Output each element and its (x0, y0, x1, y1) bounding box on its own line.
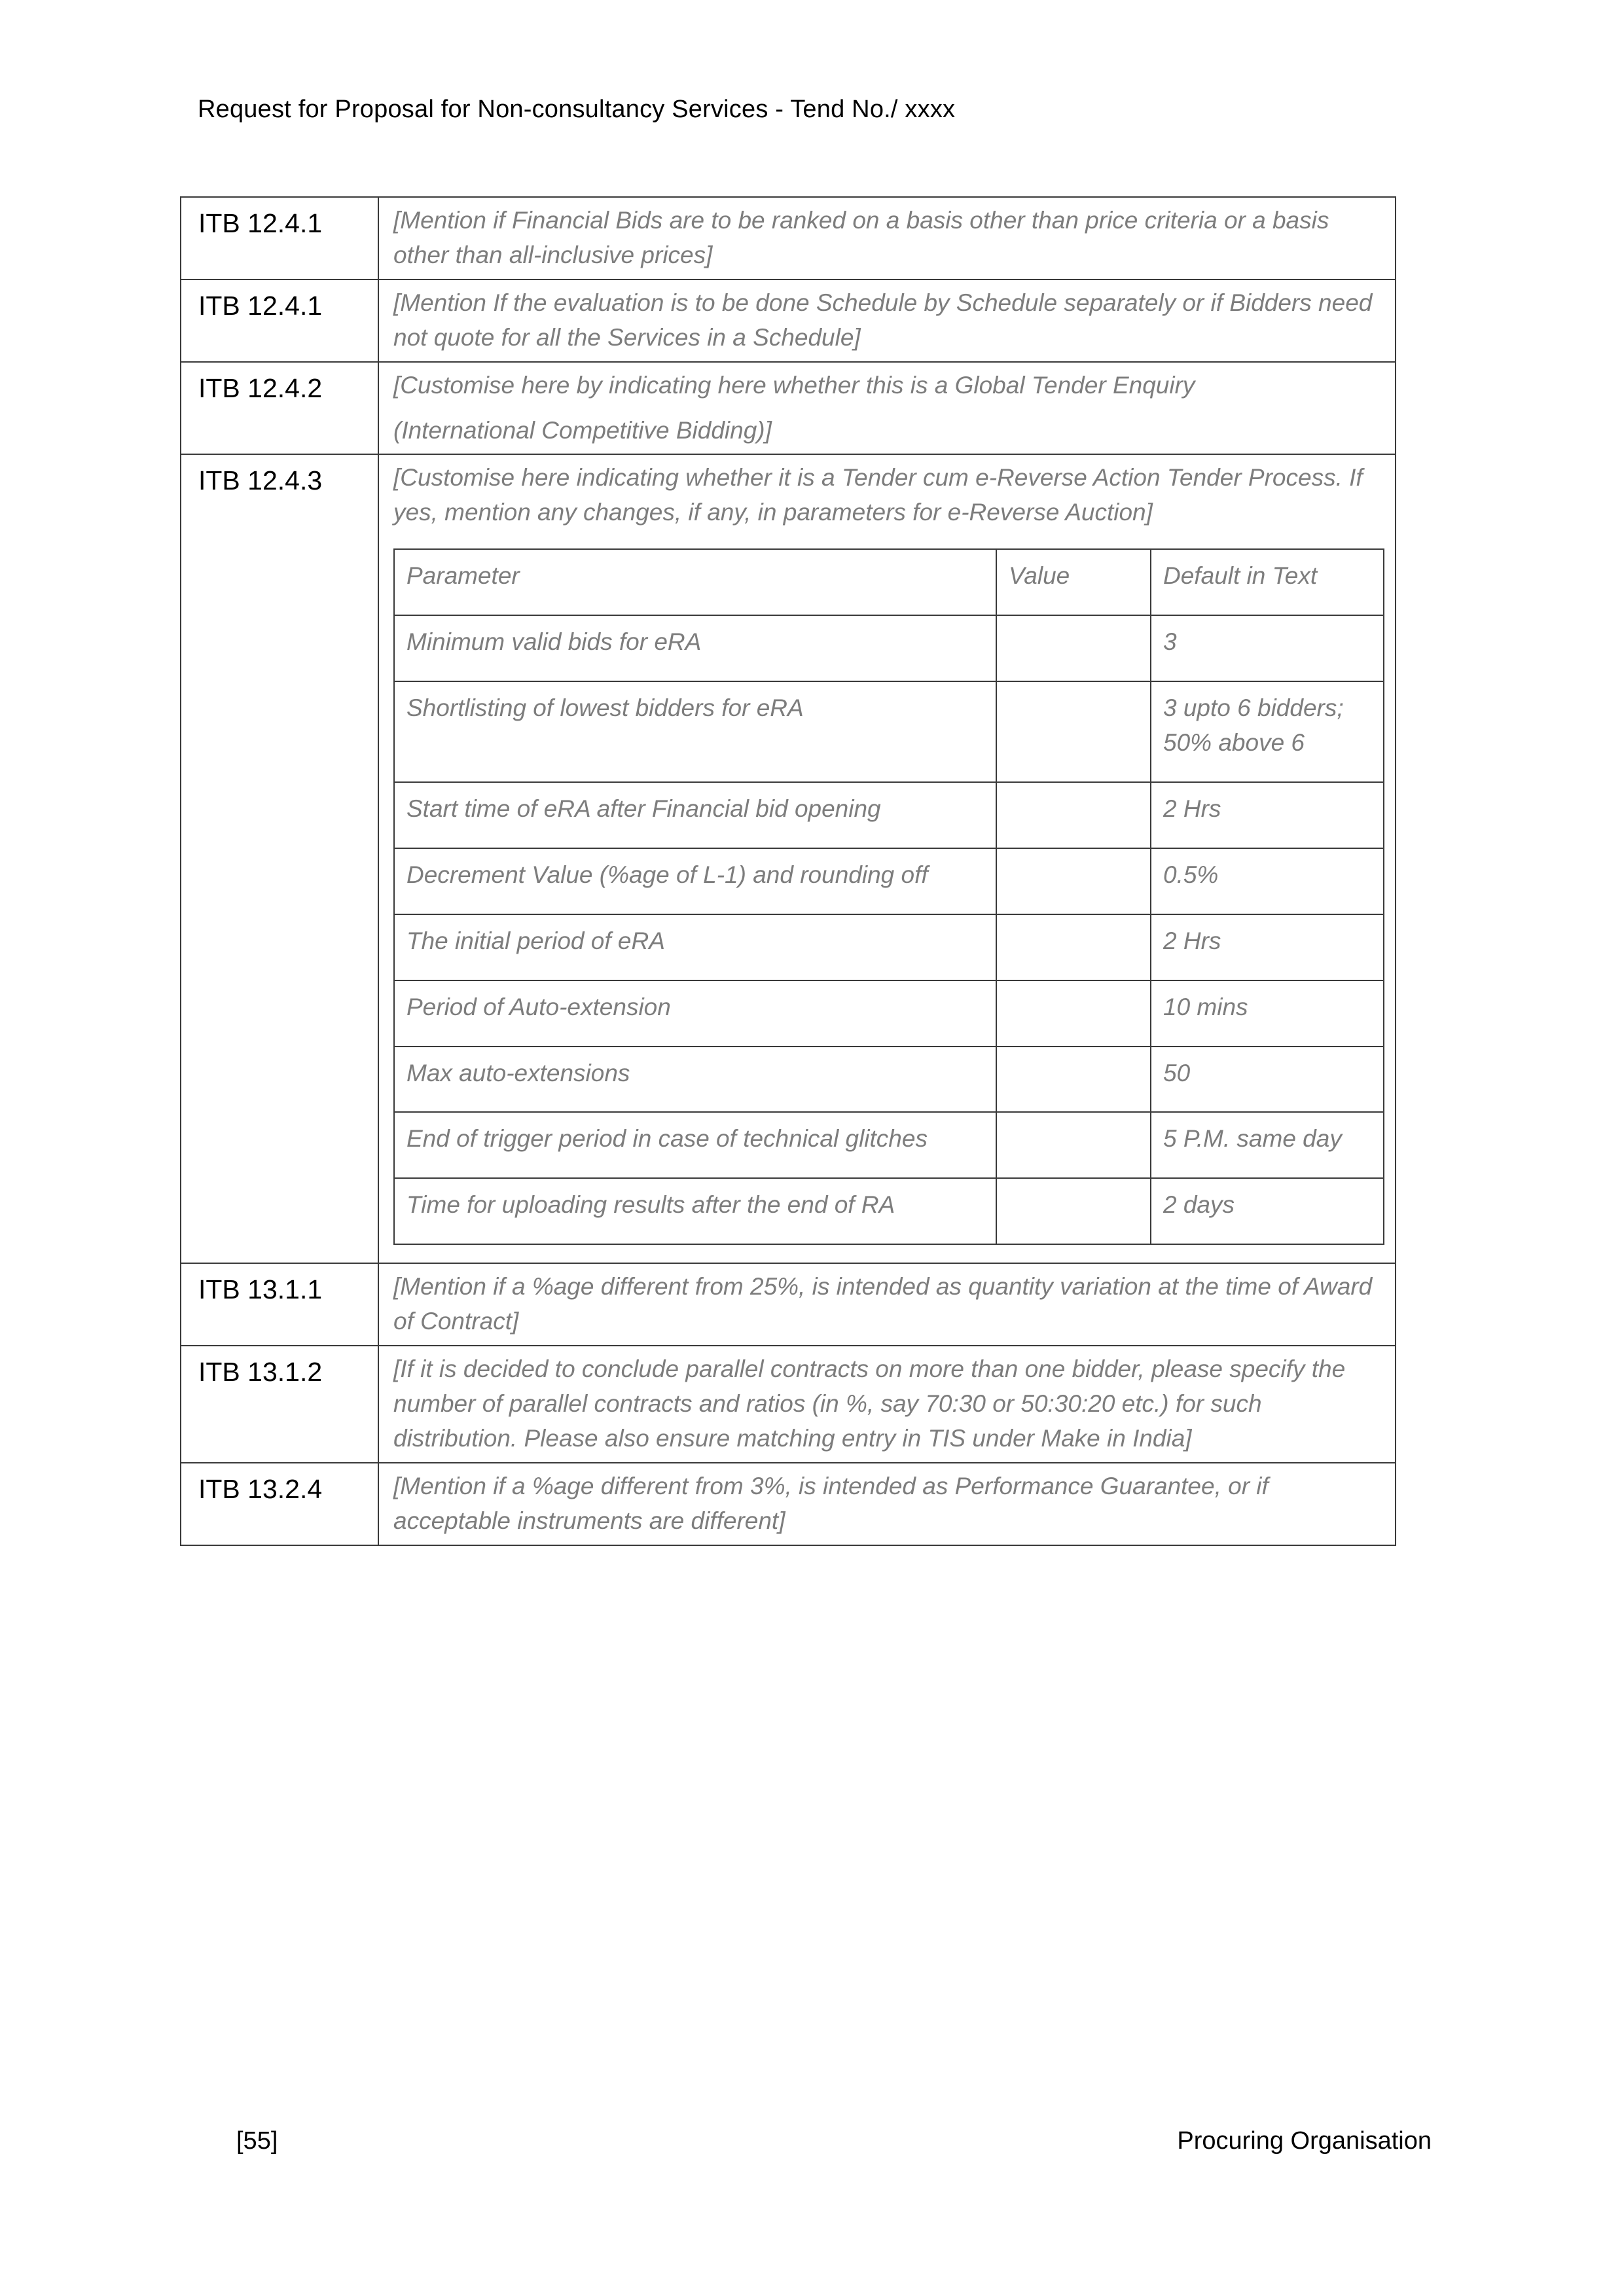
parameter-cell: The initial period of eRA (394, 914, 996, 980)
clause-id: ITB 12.4.3 (181, 454, 378, 1263)
value-cell (996, 1047, 1151, 1113)
clause-id: ITB 13.1.2 (181, 1346, 378, 1463)
default-cell: 10 mins (1151, 980, 1384, 1047)
table-row (394, 848, 1384, 914)
parameter-cell: End of trigger period in case of technical glitches (394, 1112, 996, 1178)
value-cell (996, 980, 1151, 1047)
page-footer (180, 2127, 1432, 2155)
default-cell: 2 days (1151, 1178, 1384, 1244)
table-row (181, 197, 1396, 279)
value-cell (996, 848, 1151, 914)
clause-text-cell (378, 362, 1396, 455)
column-header-default: Default in Text (1151, 549, 1384, 615)
table-row (181, 362, 1396, 455)
footer-organisation: Procuring Organisation (1177, 2127, 1432, 2155)
clause-text: [Customise here by indicating here whether this is a Global Tender Enquiry (393, 371, 1195, 399)
clause-id: ITB 12.4.2 (181, 362, 378, 455)
parameter-cell: Max auto-extensions (394, 1047, 996, 1113)
table-row (394, 980, 1384, 1047)
era-parameters-table (393, 548, 1384, 1245)
default-cell: 3 upto 6 bidders; 50% above 6 (1151, 681, 1384, 782)
clause-id: ITB 12.4.1 (181, 197, 378, 279)
parameter-cell: Time for uploading results after the end of RA (394, 1178, 996, 1244)
clause-text: [Customise here indicating whether it is a Tender cum e-Reverse Action Tender Process. If yes, mention any changes, if any, in parameters for e-Reverse Auction] (393, 464, 1363, 526)
parameter-cell: Minimum valid bids for eRA (394, 615, 996, 681)
table-row (394, 615, 1384, 681)
clause-text: [Mention If the evaluation is to be done Schedule by Schedule separately or if Bidders need not quote for all the Services in a Schedule] (393, 289, 1373, 351)
table-row (394, 1112, 1384, 1178)
clause-id: ITB 13.1.1 (181, 1263, 378, 1346)
default-cell: 5 P.M. same day (1151, 1112, 1384, 1178)
clause-text-cell (378, 1263, 1396, 1346)
page-number: [55] (236, 2127, 278, 2155)
parameter-cell: Start time of eRA after Financial bid opening (394, 782, 996, 848)
value-cell (996, 782, 1151, 848)
clause-text-cell (378, 197, 1396, 279)
table-row (394, 1178, 1384, 1244)
table-row (394, 681, 1384, 782)
column-header-value: Value (996, 549, 1151, 615)
parameter-cell: Shortlisting of lowest bidders for eRA (394, 681, 996, 782)
clause-text-cell (378, 1463, 1396, 1545)
default-cell: 3 (1151, 615, 1384, 681)
table-row (181, 1346, 1396, 1463)
value-cell (996, 914, 1151, 980)
table-header-row (394, 549, 1384, 615)
clause-text: [Mention if Financial Bids are to be ranked on a basis other than price criteria or a basis other than all-inclusive prices] (393, 207, 1329, 268)
page-header: Request for Proposal for Non-consultancy Services - Tend No./ xxxx (198, 96, 956, 123)
table-row (181, 1263, 1396, 1346)
clause-text: [Mention if a %age different from 25%, is intended as quantity variation at the time of Award of Contract] (393, 1273, 1373, 1335)
value-cell (996, 681, 1151, 782)
clause-text-cell (378, 1346, 1396, 1463)
parameter-cell: Decrement Value (%age of L-1) and rounding off (394, 848, 996, 914)
clause-text-continued: (International Competitive Bidding)] (393, 416, 772, 444)
clause-text-cell (378, 454, 1396, 1263)
clause-id: ITB 13.2.4 (181, 1463, 378, 1545)
table-row (181, 279, 1396, 362)
default-cell: 50 (1151, 1047, 1384, 1113)
table-row (394, 782, 1384, 848)
value-cell (996, 615, 1151, 681)
clause-text: [Mention if a %age different from 3%, is intended as Performance Guarantee, or if acceptable instruments are different] (393, 1472, 1269, 1534)
clause-text-cell (378, 279, 1396, 362)
table-row (394, 1047, 1384, 1113)
clause-id: ITB 12.4.1 (181, 279, 378, 362)
table-row (181, 454, 1396, 1263)
table-row (394, 914, 1384, 980)
default-cell: 2 Hrs (1151, 782, 1384, 848)
value-cell (996, 1112, 1151, 1178)
table-row (181, 1463, 1396, 1545)
parameter-cell: Period of Auto-extension (394, 980, 996, 1047)
itb-clauses-table (180, 196, 1396, 1546)
column-header-parameter: Parameter (394, 549, 996, 615)
default-cell: 0.5% (1151, 848, 1384, 914)
clause-text: [If it is decided to conclude parallel contracts on more than one bidder, please specify the number of parallel contracts and ratios (in %, say 70:30 or 50:30:20 etc.) for such distribution. Please also ensure matching entry in TIS under Make in India] (393, 1355, 1346, 1452)
value-cell (996, 1178, 1151, 1244)
default-cell: 2 Hrs (1151, 914, 1384, 980)
